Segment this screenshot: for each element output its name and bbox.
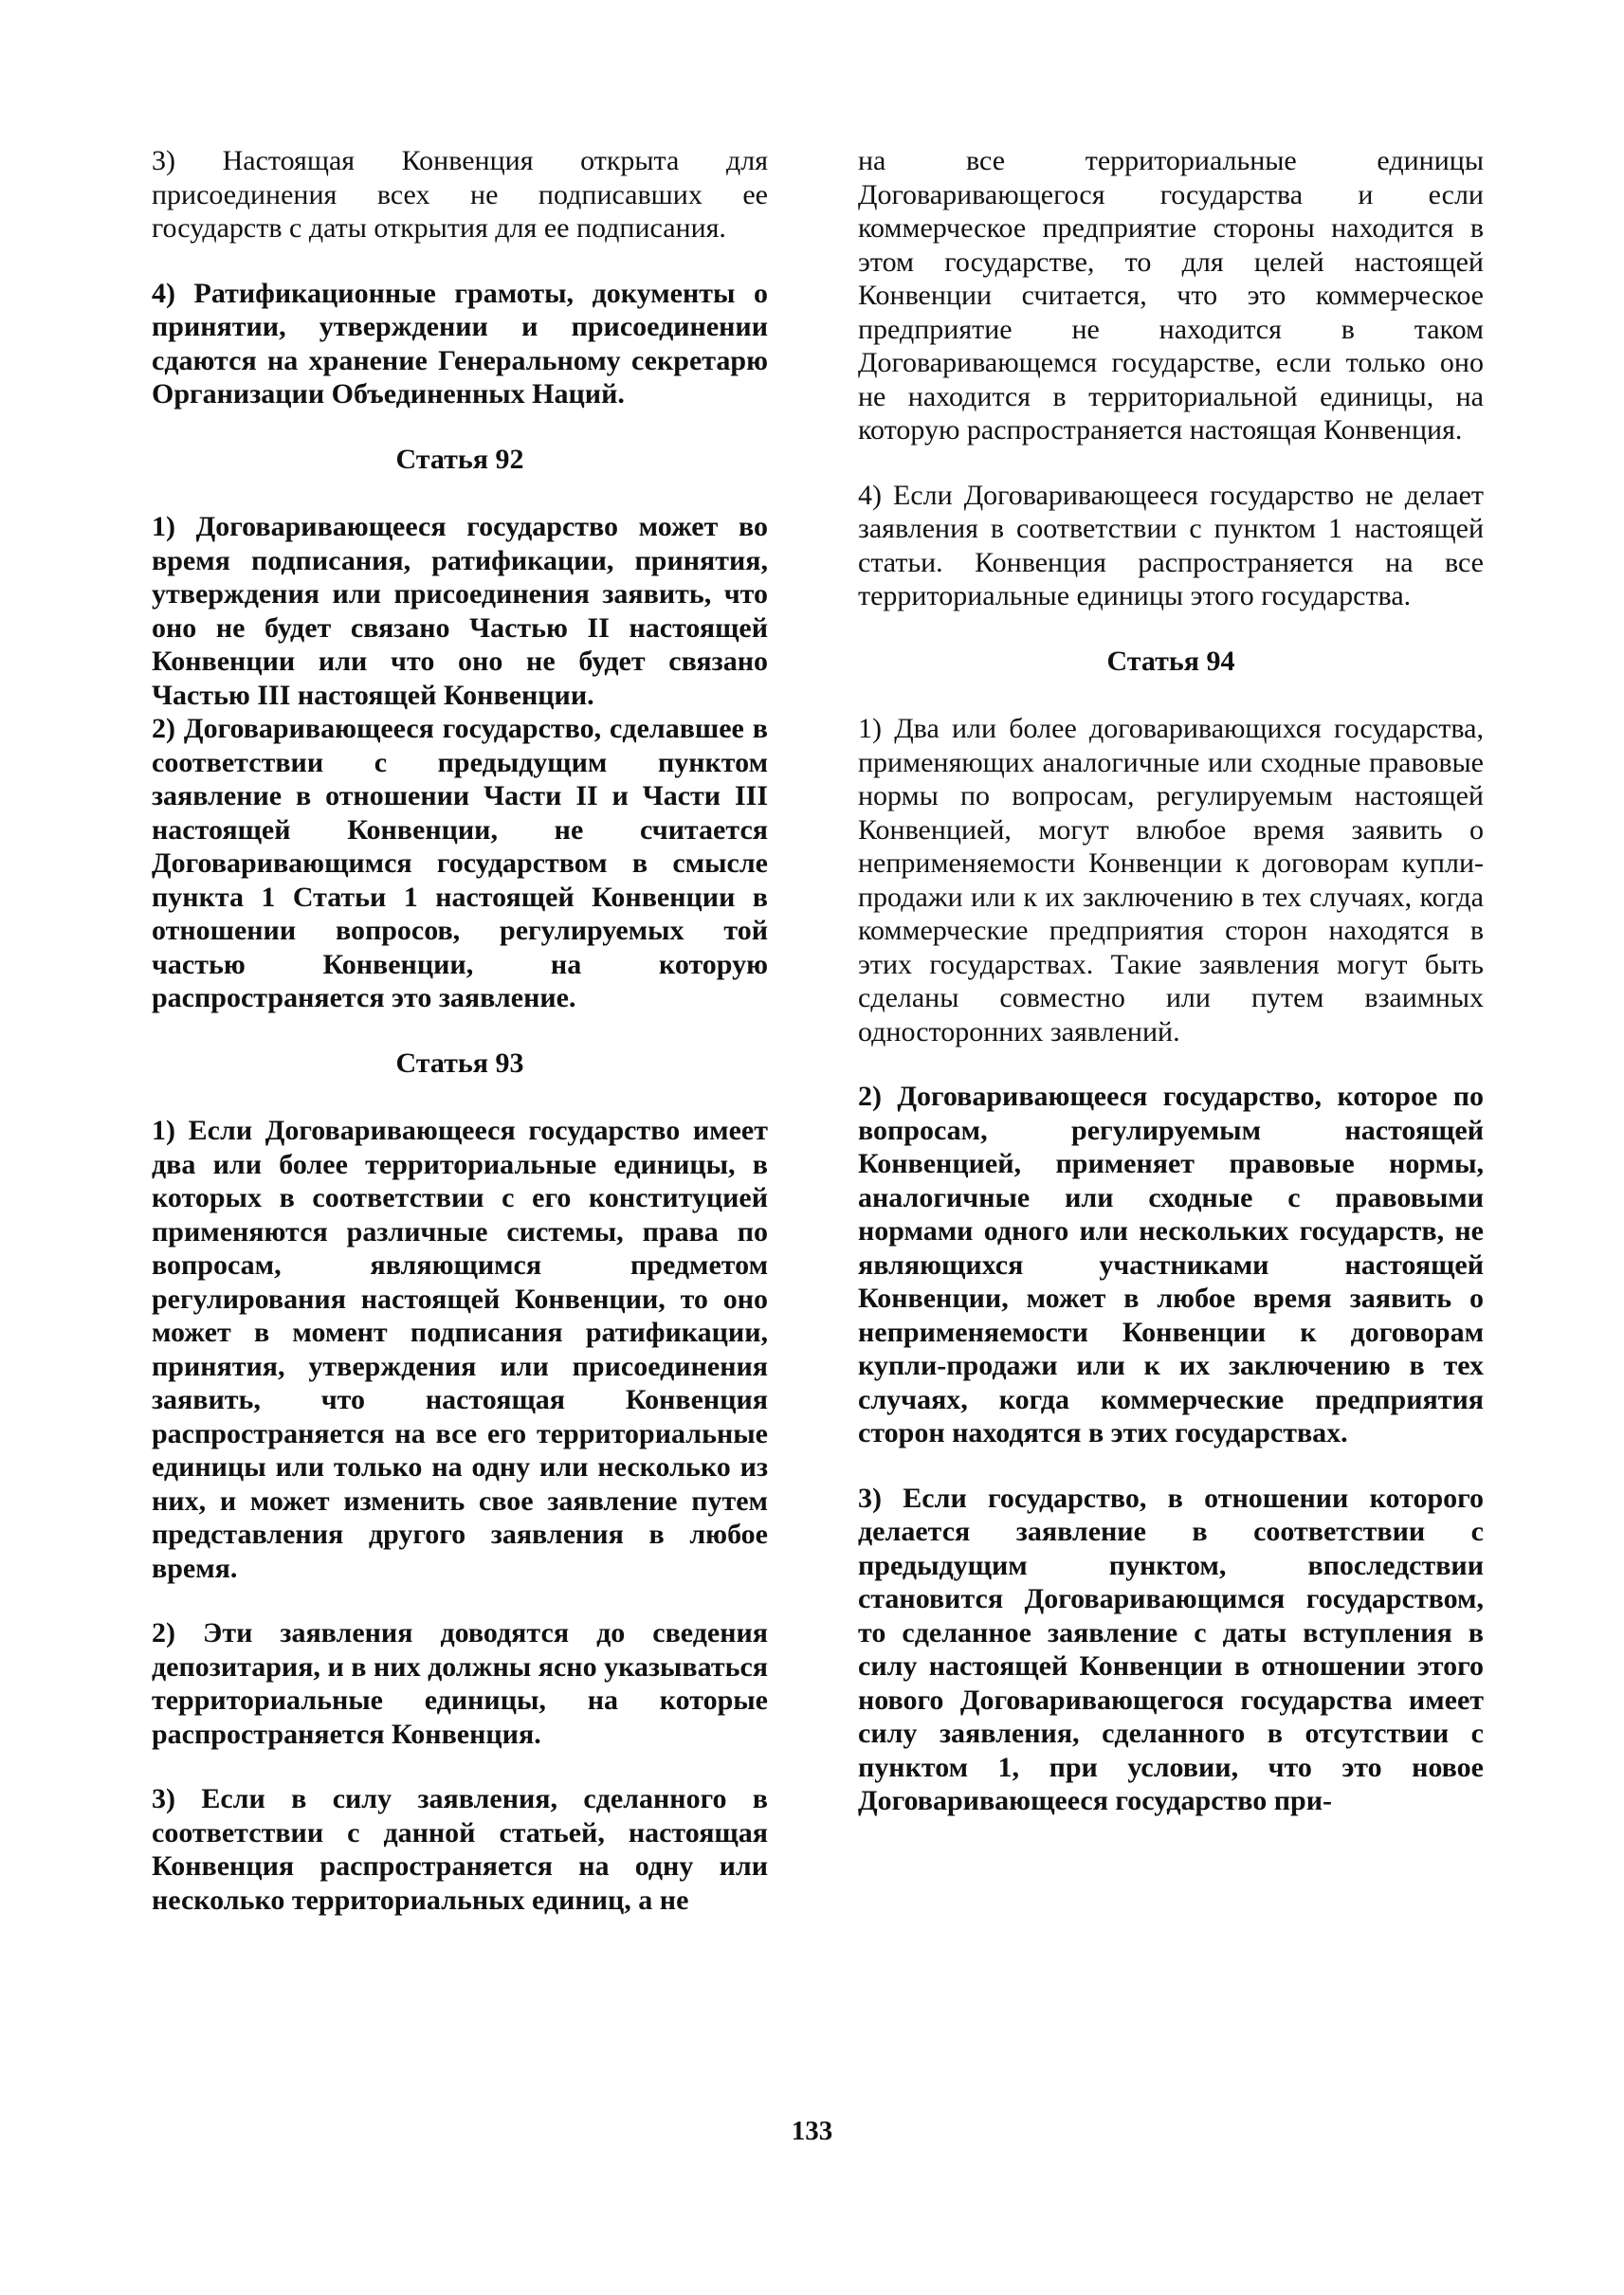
left-column: [152, 144, 768, 1917]
article-91-paragraph-3: 3) Настоящая Конвенция открыта для присоединения всех не подписавших ее государств с даты открытия для ее подписания.: [152, 145, 768, 244]
article-93-paragraph-1: 1) Если Договаривающееся государство имеет два или более территориальные единицы, в которых в соответствии с его конституцией применяются различные системы, права по вопросам, являющимся предметом регулирования настоящей Конвенции, то оно может в момент подписания ратификации, принятия, утверждения или присоединения заявить, что настоящая Конвенция распространяется на все его территориальные единицы или только на одну или несколько из них, и может изменить свое заявление путем представления другого заявления в любое время.: [152, 1115, 768, 1584]
article-92-paragraph-1: 1) Договаривающееся государство может во время подписания, ратификации, принятия, утверждения или присоединения заявить, что оно не будет связано Частью II настоящей Конвенции или что оно не будет связано Частью III настоящей Конвенции.: [152, 511, 768, 711]
article-94-heading: Статья 94: [1106, 645, 1235, 677]
article-92-paragraph-2: 2) Договаривающееся государство, сделавшее в соответствии с предыдущим пунктом заявление в отношении Части II и Части III настоящей Конвенции, не считается Договаривающимся государством в смысле пункта 1 Статьи 1 настоящей Конвенции в отношении вопросов, регулируемых той частью Конвенции, на которую распространяется это заявление.: [152, 713, 768, 1013]
article-93-paragraph-4: 4) Если Договаривающееся государство не делает заявления в соответствии с пунктом 1 настоящей статьи. Конвенция распространяется на все территориальные единицы этого государства.: [858, 479, 1484, 611]
article-93-paragraph-3-continued: на все территориальные единицы Договаривающегося государства и если коммерческое предприятие стороны находится в этом государстве, то для целей настоящей Конвенции считается, что это коммерческое предприятие не находится в таком Договаривающемся государстве, если только оно не находится в территориальной единицы, на которую распространяется настоящая Конвенция.: [858, 145, 1484, 446]
article-94-paragraph-1: 1) Два или более договаривающихся государства, применяющих аналогичные или сходные правовые нормы по вопросам, регулируемым настоящей Конвенцией, могут влюбое время заявить о неприменяемости Конвенции к договорам купли-продажи или к их заключению в тех случаях, когда коммерческие предприятия сторон находятся в этих государствах. Такие заявления могут быть сделаны совместно или путем взаимных односторонних заявлений.: [858, 713, 1484, 1047]
article-91-paragraph-4: 4) Ратификационные грамоты, документы о принятии, утверждении и присоединении сдаются на хранение Генеральному секретарю Организации Объединенных Наций.: [152, 277, 768, 410]
article-93-paragraph-3-start: 3) Если в силу заявления, сделанного в соответствии с данной статьей, настоящая Конвенция распространяется на одну или несколько территориальных единиц, а не: [152, 1783, 768, 1916]
article-93-heading: Статья 93: [395, 1047, 524, 1079]
article-92-heading: Статья 92: [395, 443, 524, 475]
article-94-paragraph-3: 3) Если государство, в отношении которого делается заявление в соответствии с предыдущим пунктом, впоследствии становится Договаривающимся государством, то сделанное заявление с даты вступления в силу настоящей Конвенции в отношении этого нового Договаривающегося государства имеет силу заявления, сделанного в отсутствии с пунктом 1, при условии, что это новое Договаривающееся государство при-: [858, 1482, 1484, 1816]
article-94-paragraph-2: 2) Договаривающееся государство, которое по вопросам, регулируемым настоящей Конвенцией, применяет правовые нормы, аналогичные или сходные с правовыми нормами одного или нескольких государств, не являющихся участниками настоящей Конвенции, может в любое время заявить о неприменяемости Конвенции к договорам купли-продажи или к их заключению в тех случаях, когда коммерческие предприятия сторон находятся в этих государствах.: [858, 1081, 1484, 1448]
article-93-paragraph-2: 2) Эти заявления доводятся до сведения депозитария, и в них должны ясно указываться территориальные единицы, на которые распространяется Конвенция.: [152, 1617, 768, 1750]
page-number: 133: [791, 2116, 833, 2146]
right-column: [858, 144, 1484, 1818]
